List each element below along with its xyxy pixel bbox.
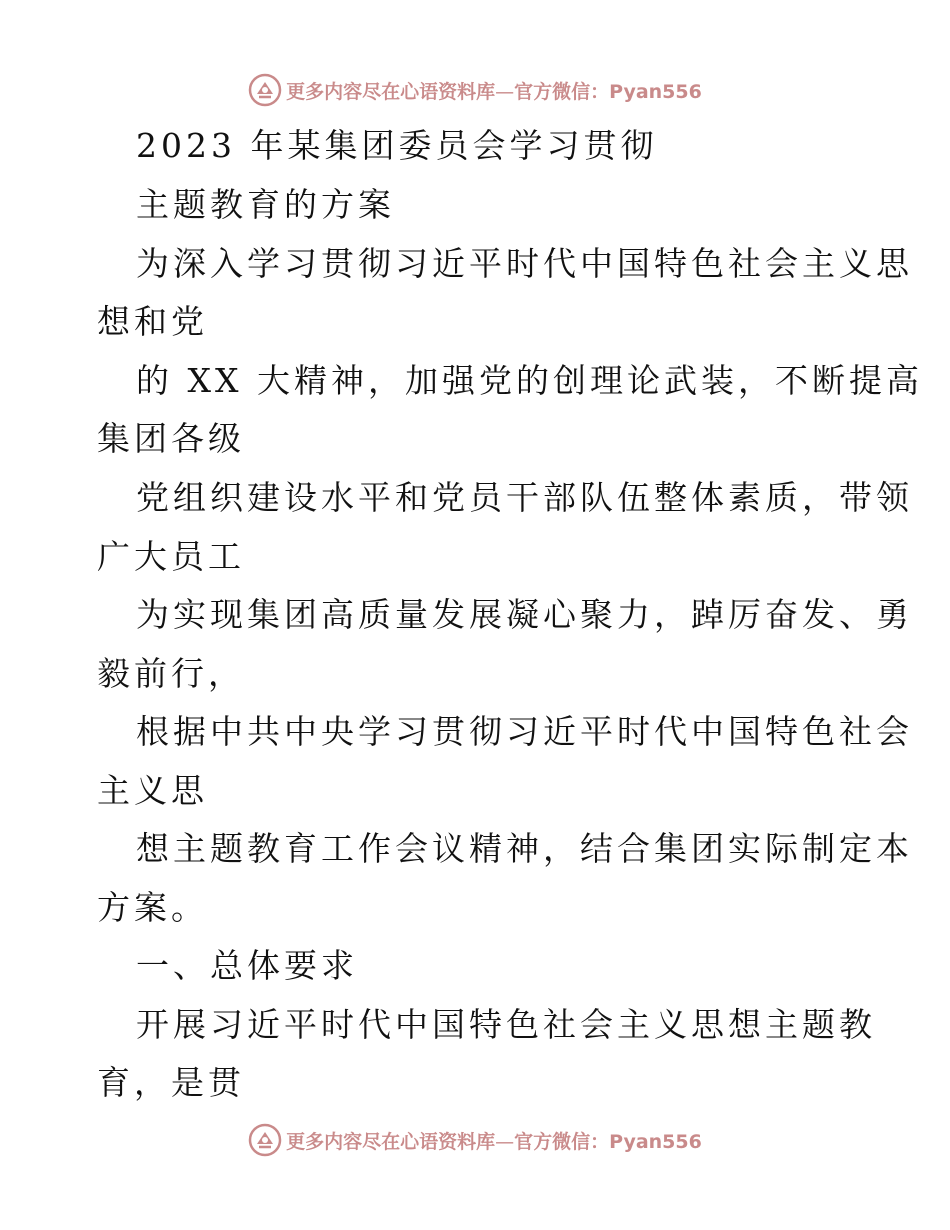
footer-watermark	[0, 1120, 950, 1160]
doc-text-line: 主义思	[97, 771, 208, 810]
watermark-text: 更多内容尽在心语资料库—官方微信：Pyan556	[286, 80, 702, 103]
section-heading: 一、总体要求	[136, 946, 358, 985]
book-logo-icon	[248, 1123, 282, 1157]
doc-title-line-2: 主题教育的方案	[136, 185, 395, 224]
doc-text-line: 方案。	[97, 888, 208, 927]
doc-text-line: 想主题教育工作会议精神，结合集团实际制定本	[136, 829, 913, 868]
doc-text-line: 为实现集团高质量发展凝心聚力，踔厉奋发、勇	[136, 595, 913, 634]
doc-text-line: 育，是贯	[97, 1063, 245, 1102]
doc-text-line: 的 XX 大精神，加强党的创理论武装，不断提高	[136, 361, 923, 400]
doc-text-line: 毅前行，	[97, 654, 245, 693]
doc-text-line: 开展习近平时代中国特色社会主义思想主题教	[136, 1005, 876, 1044]
doc-title-line-1: 2023 年某集团委员会学习贯彻	[136, 126, 658, 165]
doc-text-line: 想和党	[97, 302, 208, 341]
doc-text-line: 根据中共中央学习贯彻习近平时代中国特色社会	[136, 712, 913, 751]
watermark-text: 更多内容尽在心语资料库—官方微信：Pyan556	[286, 1130, 702, 1153]
doc-text-line: 广大员工	[97, 537, 245, 576]
doc-text-line: 党组织建设水平和党员干部队伍整体素质，带领	[136, 478, 913, 517]
doc-text-line: 为深入学习贯彻习近平时代中国特色社会主义思	[136, 244, 913, 283]
doc-text-line: 集团各级	[97, 419, 245, 458]
